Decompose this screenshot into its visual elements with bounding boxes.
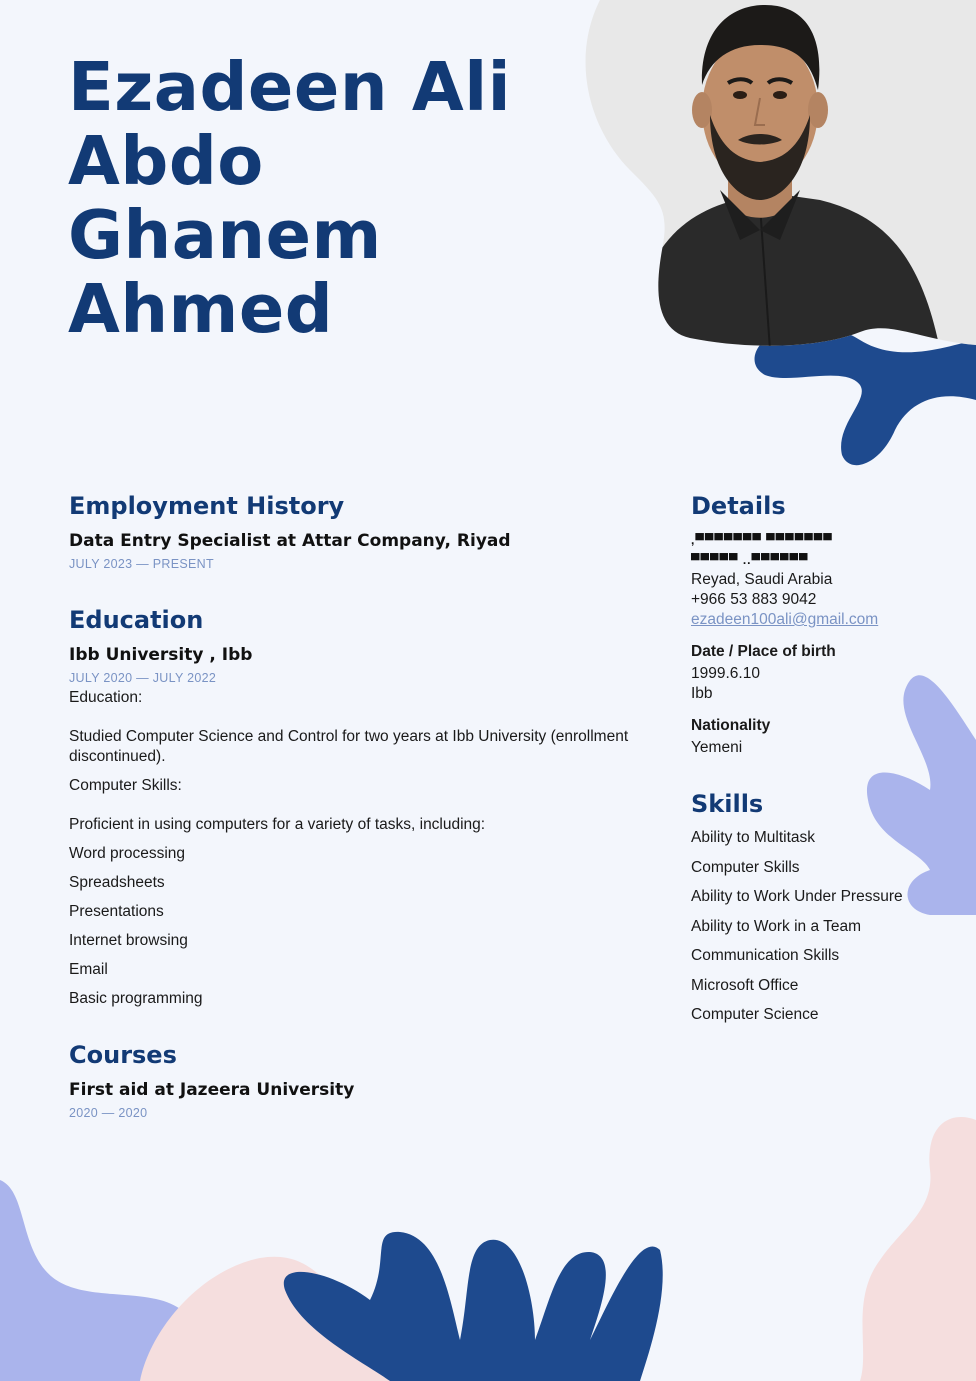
name-line: Ghanem [68, 196, 382, 274]
skills-section [691, 788, 911, 1025]
email-link[interactable]: ezadeen100ali@gmail.com [691, 611, 879, 628]
courses-heading: Courses [69, 1041, 177, 1069]
skill-item: Computer Skills [691, 858, 800, 876]
skills-heading: Skills [691, 790, 764, 818]
education-line: Spreadsheets [69, 874, 165, 891]
education-line: Studied Computer Science and Control for two years at Ibb University (enrollment discontinued). [69, 728, 629, 765]
phone-number: +966 53 883 9042 [691, 591, 817, 608]
skill-item: Communication Skills [691, 947, 840, 964]
education-section [69, 604, 669, 1009]
pink-blob-bottom-right [860, 1117, 976, 1381]
birth-date: 1999.6.10 [691, 665, 760, 682]
education-dates: JULY 2020 — JULY 2022 [69, 671, 217, 685]
education-school: Ibb University , Ibb [69, 645, 253, 665]
employment-heading: Employment History [69, 492, 345, 520]
education-line: Proficient in using computers for a variety of tasks, including: [69, 816, 486, 833]
left-column [69, 490, 669, 1153]
location-text: Reyad, Saudi Arabia [691, 571, 833, 588]
birth-label: Date / Place of birth [691, 643, 836, 660]
courses-section [69, 1039, 669, 1123]
nationality-label: Nationality [691, 717, 771, 734]
employment-section [69, 490, 669, 574]
education-line: Presentations [69, 903, 164, 920]
employment-role: Data Entry Specialist at Attar Company, Riyad [69, 531, 511, 551]
education-heading: Education [69, 606, 204, 634]
skill-item: Microsoft Office [691, 976, 799, 994]
right-column [691, 490, 911, 1055]
employment-dates: JULY 2023 — PRESENT [69, 557, 214, 571]
profile-photo-illustration [560, 0, 976, 350]
name-line: Abdo [68, 122, 264, 200]
course-name: First aid at Jazeera University [69, 1080, 355, 1100]
skill-item: Ability to Multitask [691, 829, 816, 846]
skill-item: Ability to Work in a Team [691, 917, 861, 935]
birth-place: Ibb [691, 685, 713, 702]
name-line: Ezadeen Ali [68, 48, 512, 126]
education-line: Word processing [69, 845, 186, 862]
details-section [691, 490, 911, 758]
course-dates: 2020 — 2020 [69, 1106, 148, 1120]
nationality-value: Yemeni [691, 739, 743, 756]
address-line: ,▀▀▀▀▀▀▀ ▀▀▀▀▀▀▀ [691, 533, 833, 547]
profile-photo [560, 0, 976, 350]
details-heading: Details [691, 492, 786, 520]
education-line: Email [69, 961, 108, 978]
education-line: Computer Skills: [69, 777, 182, 794]
education-line: Internet browsing [69, 932, 188, 949]
address-line: ▀▀▀▀▀ ..▀▀▀▀▀▀ [691, 553, 809, 567]
name-line: Ahmed [68, 270, 334, 348]
education-line: Education: [69, 689, 143, 706]
skill-item: Computer Science [691, 1006, 819, 1023]
candidate-name [68, 50, 588, 346]
education-line: Basic programming [69, 990, 203, 1007]
skill-item: Ability to Work Under Pressure [691, 888, 903, 905]
